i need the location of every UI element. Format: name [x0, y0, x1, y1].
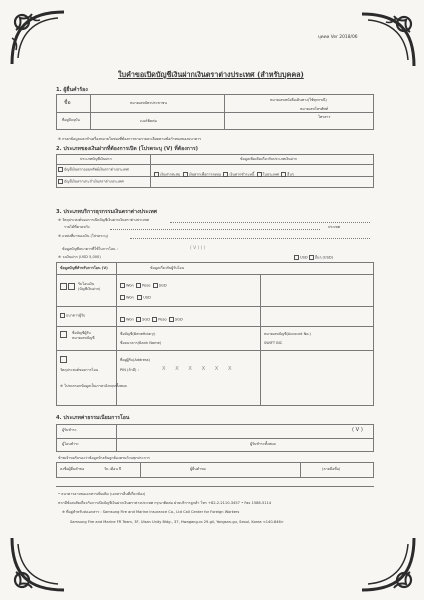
row-a-won: Won [126, 283, 134, 288]
signer-label: ผู้ยื่นคำขอ [190, 467, 206, 471]
transfer-head2: ข้อมูลเกี่ยวกับผู้รับโอน [150, 266, 185, 270]
savings-label: บัญชีเงินฝากออมทรัพย์เงินตราต่างประเทศ [64, 167, 129, 172]
opt3-label: เงินฝากชำระหนี้ [229, 172, 255, 177]
row-d-note: ※ โปรดกรอกข้อมูลเป็นภาษาอังกฤษทั้งหมด [60, 384, 127, 388]
section2-note: ※ กรอกข้อมูลและทำเครื่องหมายในช่องที่ต้องการตามรายละเอียดตามข้อกำหนดของธนาคาร [58, 137, 202, 141]
source-line: ※ แหล่งที่มาของเงิน (โปรดระบุ) [58, 234, 108, 238]
id-label: หมายเลขบัตรประชาชน [130, 101, 167, 105]
row-b-peso-checkbox[interactable] [152, 317, 157, 322]
row-a-options1 [120, 283, 167, 289]
form-version: บุคคล Ver 2018/06 [318, 35, 358, 40]
ornament-corner-icon [358, 10, 418, 70]
row-c-label: ชื่อบัญชีผู้รับ หมายเลขบัญชี [72, 331, 95, 340]
phone-label: หมายเลขโทรศัพท์ [300, 107, 328, 111]
contact-label: เบอร์ติดต่อ [140, 119, 157, 123]
opt5-label: อื่นๆ [287, 172, 294, 177]
purpose-line: ※ วัตถุประสงค์ของการเปิดบัญชีเงินฝากเงินตราต่างประเทศ [58, 218, 149, 222]
ornament-corner-icon [358, 534, 418, 594]
transfer-head: ข้อมูลบัญชีสำหรับการโอน (V) [60, 266, 108, 270]
row-a-marker [60, 283, 76, 290]
fee-payer-label: ผู้โอนชำระ [62, 442, 79, 446]
account-no-label: หมายเลขบัญชี(Account No.) [264, 332, 311, 336]
row-b-options [120, 317, 183, 323]
section2-heading: 2. ประเภทของเงินฝากที่ต้องการเปิด (โปรดระบุ (V) ที่ต้องการ) [56, 146, 199, 152]
bank-name-label: ชื่อธนาคาร(Bank Name) [120, 341, 162, 345]
certify-note: ข้าพเจ้าขอรับรองว่าข้อมูลข้างต้นถูกต้องครบถ้วนทุกประการ [58, 456, 150, 460]
seal-label: (ลายมือชื่อ) [322, 467, 341, 471]
row-b-sgd2: SGD [174, 317, 183, 322]
name-label: ชื่อ [64, 100, 71, 106]
date-label: วัน เดือน ปี [104, 467, 122, 471]
beneficiary-label: ชื่อบัญชี(Beneficiary) [120, 332, 156, 336]
limit-line: ※ วงเงินฝาก (USD 5,000) [58, 255, 101, 259]
country-label: ประเทศ [328, 225, 341, 229]
fee-payer-value: ผู้รับชำระทั้งหมด [250, 442, 276, 446]
row-a-peso: Peso [142, 283, 151, 288]
other-checkbox[interactable] [309, 255, 314, 260]
bank-info-value: ( V ) ( ) [190, 246, 206, 251]
swift-label: SWIFT BIC [264, 341, 283, 345]
opt4-checkbox[interactable] [257, 172, 262, 177]
bank-info-label: ข้อมูลบัญชีธนาคารที่ใช้ในการโอน : [62, 247, 118, 251]
ornament-corner-icon [8, 8, 68, 68]
row-b-sgd2-checkbox[interactable] [169, 317, 174, 322]
deposit-col2: ข้อมูลเพิ่มเติมเกี่ยวกับประเภทเงินฝาก [240, 157, 297, 161]
fixed-label: บัญชีเงินฝากประจำเงินตราต่างประเทศ [64, 179, 124, 184]
footer-line3: ※ ที่อยู่สำหรับส่งเอกสาร : Samsung Fire and Marine Insurance Co., Ltd Call Center for Foreign Workers [62, 510, 240, 514]
passport-label: หมายเลขหนังสือเดินทาง(ใช้ทุกกรณี) [270, 98, 327, 102]
section1-heading: 1. ผู้ยื่นคำร้อง [56, 87, 88, 93]
fee-payee-value[interactable]: ( V ) [352, 427, 363, 433]
opt2-checkbox[interactable] [183, 172, 188, 177]
fee-payee-label: ผู้รับชำระ [62, 428, 77, 432]
row-d-label: วัตถุประสงค์ของการโอน [60, 368, 99, 372]
row-c-marker [60, 331, 68, 338]
deposit-row1[interactable] [58, 167, 129, 173]
opt4-label: ในประเทศ [262, 172, 279, 177]
opt1-checkbox[interactable] [154, 172, 159, 177]
opt3-checkbox[interactable] [223, 172, 228, 177]
row-a-usd-checkbox[interactable] [137, 295, 142, 300]
row-a-peso-checkbox[interactable] [136, 283, 141, 288]
opt5-checkbox[interactable] [281, 172, 286, 177]
deposit-col1: ประเภทบัญชีเงินฝาก [80, 157, 112, 161]
row-a-won-checkbox[interactable] [120, 283, 125, 288]
address-label: ที่อยู่ผู้รับ(Address) [120, 358, 151, 362]
occupation-label: ที่อยู่ปัจจุบัน [62, 118, 80, 122]
usd-label: USD [300, 255, 308, 260]
row-a-sgd: SGD [158, 283, 167, 288]
ornament-corner-icon [8, 534, 68, 594]
row-a-sgd-checkbox[interactable] [153, 283, 158, 288]
footer-line2: หากมีข้อสงสัยเกี่ยวกับการเปิดบัญชีเงินฝากเงินตราต่างประเทศ กรุณาติดต่อ ฝ่ายบริการลูกค้า โทร +82-2-2110-3457 • Fax 1588-5114 [58, 501, 272, 505]
pin-label: PIN (ถ้ามี) : [120, 368, 139, 372]
pin-value: X X X X X X [162, 366, 236, 372]
usd-checkbox[interactable] [294, 255, 299, 260]
row-b-sgd-checkbox[interactable] [136, 317, 141, 322]
limit-options [294, 255, 333, 261]
section4-heading: 4. ประเภทค่าธรรมเนียมการโอน [56, 415, 130, 421]
row-b-peso: Peso [158, 317, 167, 322]
row-a-options2 [120, 295, 151, 301]
footer-line1: • ธนาคารอาจขอเอกสารเพิ่มเติม (เอกสารอื่นที่เกี่ยวข้อง) [58, 492, 146, 496]
row-a-won2: Won [126, 295, 134, 300]
row-b-label: ธนาคารผู้รับ [60, 313, 85, 319]
opt2-label: เงินฝากเพื่อการลงทุน [188, 172, 222, 177]
row-a-won2-checkbox[interactable] [120, 295, 125, 300]
fax-label: โทรสาร [318, 115, 331, 119]
row-b-won: Won [126, 317, 134, 322]
footer-line4: Samsung Fire and Marine FR Team, 3F, Ulsan Unity Bldg., 37, Hwagang-ro 29-gil, Yongsan-gu, Seoul, Korea <140-846> [70, 520, 284, 524]
deposit-options [154, 172, 294, 178]
section3-heading: 3. ประเภทบริการธุรกรรมเงินตราต่างประเทศ [56, 209, 157, 215]
sign-label: ลงชื่อผู้ยื่นคำขอ [60, 467, 85, 471]
other-label: อื่นๆ (USD) [314, 255, 334, 260]
form-title: ใบคำขอเปิดบัญชีเงินฝากเงินตราต่างประเทศ (สำหรับบุคคล) [118, 70, 304, 79]
income-label: รายได้ที่คาดหวัง [64, 225, 90, 229]
row-b-sgd: SGD [142, 317, 150, 322]
opt1-label: เงินฝากสะสม [160, 172, 181, 177]
row-a-usd: USD [143, 295, 151, 300]
fixed-checkbox[interactable] [58, 179, 63, 184]
savings-checkbox[interactable] [58, 167, 63, 172]
row-a-label: รับโอนเงิน (บัญชีเงินฝาก) [78, 282, 101, 291]
row-d-marker [60, 356, 68, 363]
row-b-won-checkbox[interactable] [120, 317, 125, 322]
deposit-row2[interactable] [58, 179, 124, 185]
